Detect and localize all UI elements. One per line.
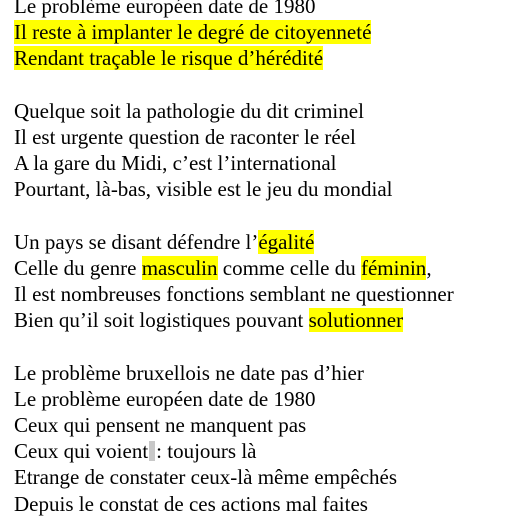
poem-line: [14, 281, 504, 307]
line-text: : toujours là: [156, 439, 257, 464]
poem-line: [14, 98, 504, 124]
highlighted-word: masculin: [141, 255, 218, 280]
highlighted-text: Il reste à implanter le degré de citoyenneté: [14, 20, 372, 45]
poem-line: [14, 150, 504, 176]
text-cursor[interactable]: [149, 441, 155, 461]
highlighted-word: égalité: [258, 229, 315, 254]
line-text: Il est nombreuses fonctions semblant ne questionner: [14, 282, 454, 307]
poem-line: [14, 412, 504, 438]
line-text: A la gare du Midi, c’est l’international: [14, 151, 337, 176]
line-text: ,: [426, 255, 432, 280]
line-text: Celle du genre: [14, 255, 142, 280]
poem-line: [14, 176, 504, 202]
stanza-break: [14, 203, 504, 229]
line-text: Le problème européen date de 1980: [14, 386, 316, 411]
poem-line: [14, 360, 504, 386]
line-text: Le problème européen date de 1980: [14, 0, 316, 18]
line-text: Un pays se disant défendre l’: [14, 229, 259, 254]
poem-line: [14, 19, 504, 45]
poem-line: [14, 45, 504, 71]
line-text: Ceux qui voient: [14, 439, 149, 464]
poem-line: [14, 438, 504, 464]
poem-line: [14, 124, 504, 150]
poem-line: [14, 307, 504, 333]
line-text: Ceux qui pensent ne manquent pas: [14, 413, 307, 437]
poem-line: [14, 491, 504, 517]
poem-line: [14, 255, 504, 281]
stanza-break: [14, 72, 504, 98]
line-text: Le problème bruxellois ne date pas d’hier: [14, 360, 364, 385]
document-body[interactable]: [14, 0, 504, 517]
highlighted-word: solutionner: [308, 308, 404, 333]
line-text: Il est urgente question de raconter le réel: [14, 124, 356, 149]
poem-line: [14, 386, 504, 412]
line-text: comme celle du: [217, 255, 361, 280]
line-text: Pourtant, là-bas, visible est le jeu du mondial: [14, 177, 393, 202]
line-text: Etrange de constater ceux-là même empêchés: [14, 465, 398, 490]
line-text: Quelque soit la pathologie du dit criminel: [14, 98, 364, 123]
poem-line: [14, 229, 504, 255]
highlighted-text: Rendant traçable le risque d’hérédité: [14, 46, 324, 71]
poem-line: [14, 464, 504, 490]
line-text: Depuis le constat de ces actions mal faites: [14, 491, 368, 516]
highlighted-word: féminin: [360, 255, 427, 280]
stanza-break: [14, 333, 504, 359]
line-text: Bien qu’il soit logistiques pouvant: [14, 308, 309, 333]
poem-line: [14, 0, 504, 19]
